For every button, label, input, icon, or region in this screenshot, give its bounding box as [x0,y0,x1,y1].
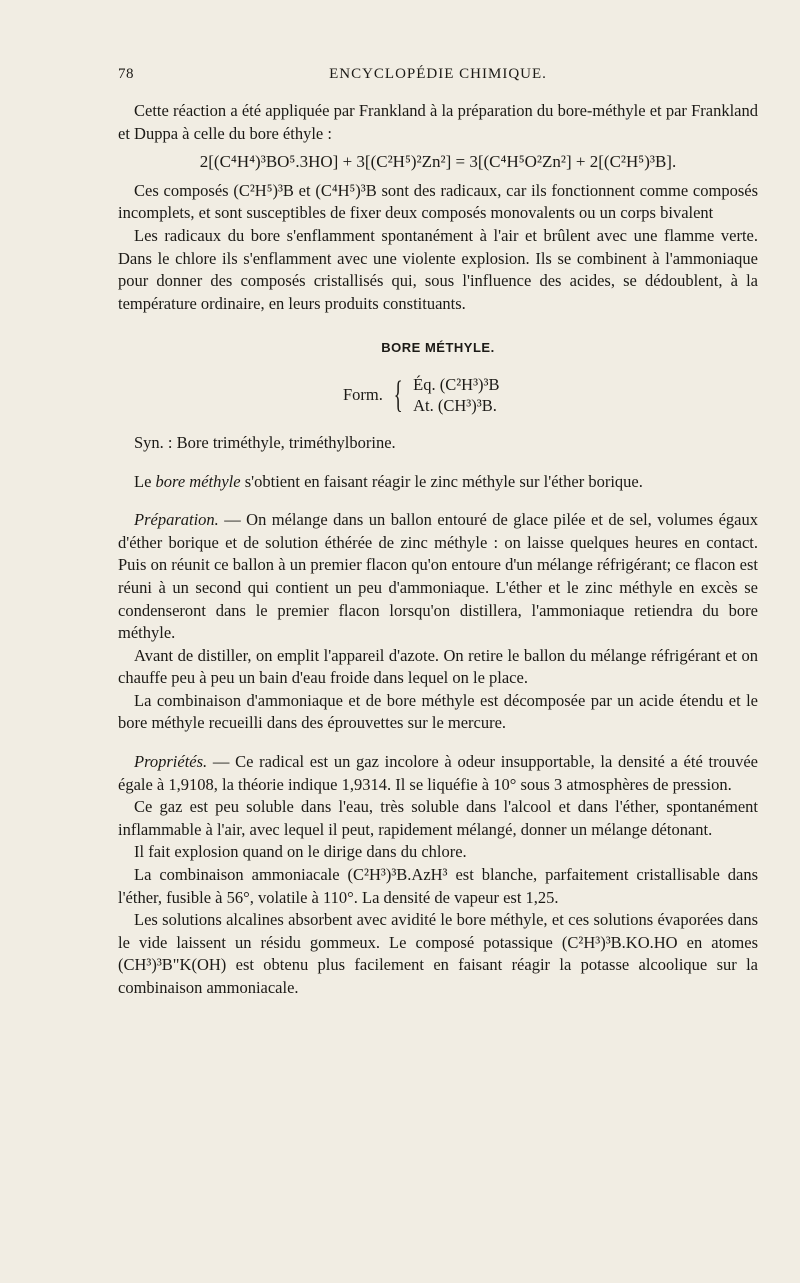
page-body [118,100,758,1000]
reaction-equation: 2[(C⁴H⁴)³BO⁵.3HO] + 3[(C²H⁵)²Zn²] = 3[(C⁴H⁵O²Zn²] + 2[(C²H⁵)³B]. [199,152,677,172]
formula-atomic: At. (CH³)³B. [413,395,497,415]
obtention-prefix: Le [134,471,156,491]
compound-name: bore méthyle [155,471,241,491]
formula-equivalent: Éq. (C²H³)³B [413,374,500,394]
paragraph-properties-intro: Les radicaux du bore s'enflamment spontanément à l'air et brûlent avec une flamme verte. Dans le chlore ils s'enflamment avec une violente explosion. Ils se combinent à l'ammoniaque pour donner des composés cristallisés qui, sous l'influence des acides, se dédoublent, à la température ordinaire, en leurs produits constituants. [118,225,758,313]
preparation-text: — On mélange dans un ballon entouré de glace pilée et de sel, volumes égaux d'éther borique et de solution éthérée de zinc méthyle : on laisse quelques heures en contact. Puis on réunit ce ballon à un premier flacon qu'on entoure d'un mélange réfrigérant; ce flacon est réuni à un second qui contient un peu d'ammoniaque. L'éther et le zinc méthyle en excès se condenseront dans le premier flacon lorsqu'on distillera, l'ammoniaque retiendra du bore méthyle. [118,510,758,643]
page-number: 78 [118,66,134,82]
paragraph-preparation [118,509,758,645]
paragraph-radicals: Ces composés (C²H⁵)³B et (C⁴H⁵)³B sont des radicaux, car ils fonctionnent comme composés incomplets, et sont susceptibles de fixer deux composés monovalents ou un corps bivalent [118,180,758,223]
synonyms: Syn. : Bore triméthyle, triméthylborine. [134,432,396,452]
paragraph-ammonia-compound: La combinaison ammoniacale (C²H³)³B.AzH³ est blanche, parfaitement cristallisable dans l'éther, fusible à 56°, volatile à 110°. La densité de vapeur est 1,25. [118,865,758,907]
paragraph-decomposition: La combinaison d'ammoniaque et de bore méthyle est décomposée par un acide étendu et le bore méthyle recueilli dans des éprouvettes sur le mercure. [118,690,758,733]
preparation-heading: Préparation. [134,510,219,530]
properties-text: — Ce radical est un gaz incolore à odeur insupportable, la densité a été trouvée égale à 1,9108, la théorie indique 1,9314. Il se liquéfie à 10° sous 3 atmosphères de pression. [118,752,758,794]
running-title: ENCYCLOPÉDIE CHIMIQUE. [329,66,547,82]
formula-block [343,374,758,416]
brace-icon: { [393,373,403,416]
paragraph-properties [118,751,758,796]
obtention-suffix: s'obtient en faisant réagir le zinc méthyle sur l'éther borique. [240,471,643,491]
properties-heading: Propriétés. [134,752,208,772]
formula-lines [413,374,499,416]
formula-label: Form. [343,384,383,404]
paragraph-explosion: Il fait explosion quand on le dirige dans du chlore. [134,842,467,862]
section-title: BORE MÉTHYLE. [381,340,495,356]
paragraph-obtention [118,471,758,494]
paragraph-intro: Cette réaction a été appliquée par Frankland à la préparation du bore-méthyle et par Frankland et Duppa à celle du bore éthyle : [118,101,758,143]
paragraph-alkaline: Les solutions alcalines absorbent avec avidité le bore méthyle, et ces solutions évaporées dans le vide laissent un résidu gommeux. Le composé potassique (C²H³)³B.KO.HO en atomes (CH³)³B"K(OH) est obtenu plus facilement en faisant réagir la potasse alcoolique sur la combinaison ammoniacale. [118,910,758,997]
paragraph-solubility: Ce gaz est peu soluble dans l'eau, très soluble dans l'alcool et dans l'éther, spontanément inflammable à l'air, avec lequel il peut, rapidement mélangé, donner un mélange détonant. [118,797,758,839]
paragraph-distillation: Avant de distiller, on emplit l'appareil d'azote. On retire le ballon du mélange réfrigérant et on chauffe peu à peu un bain d'eau froide dans lequel on le place. [118,645,758,688]
